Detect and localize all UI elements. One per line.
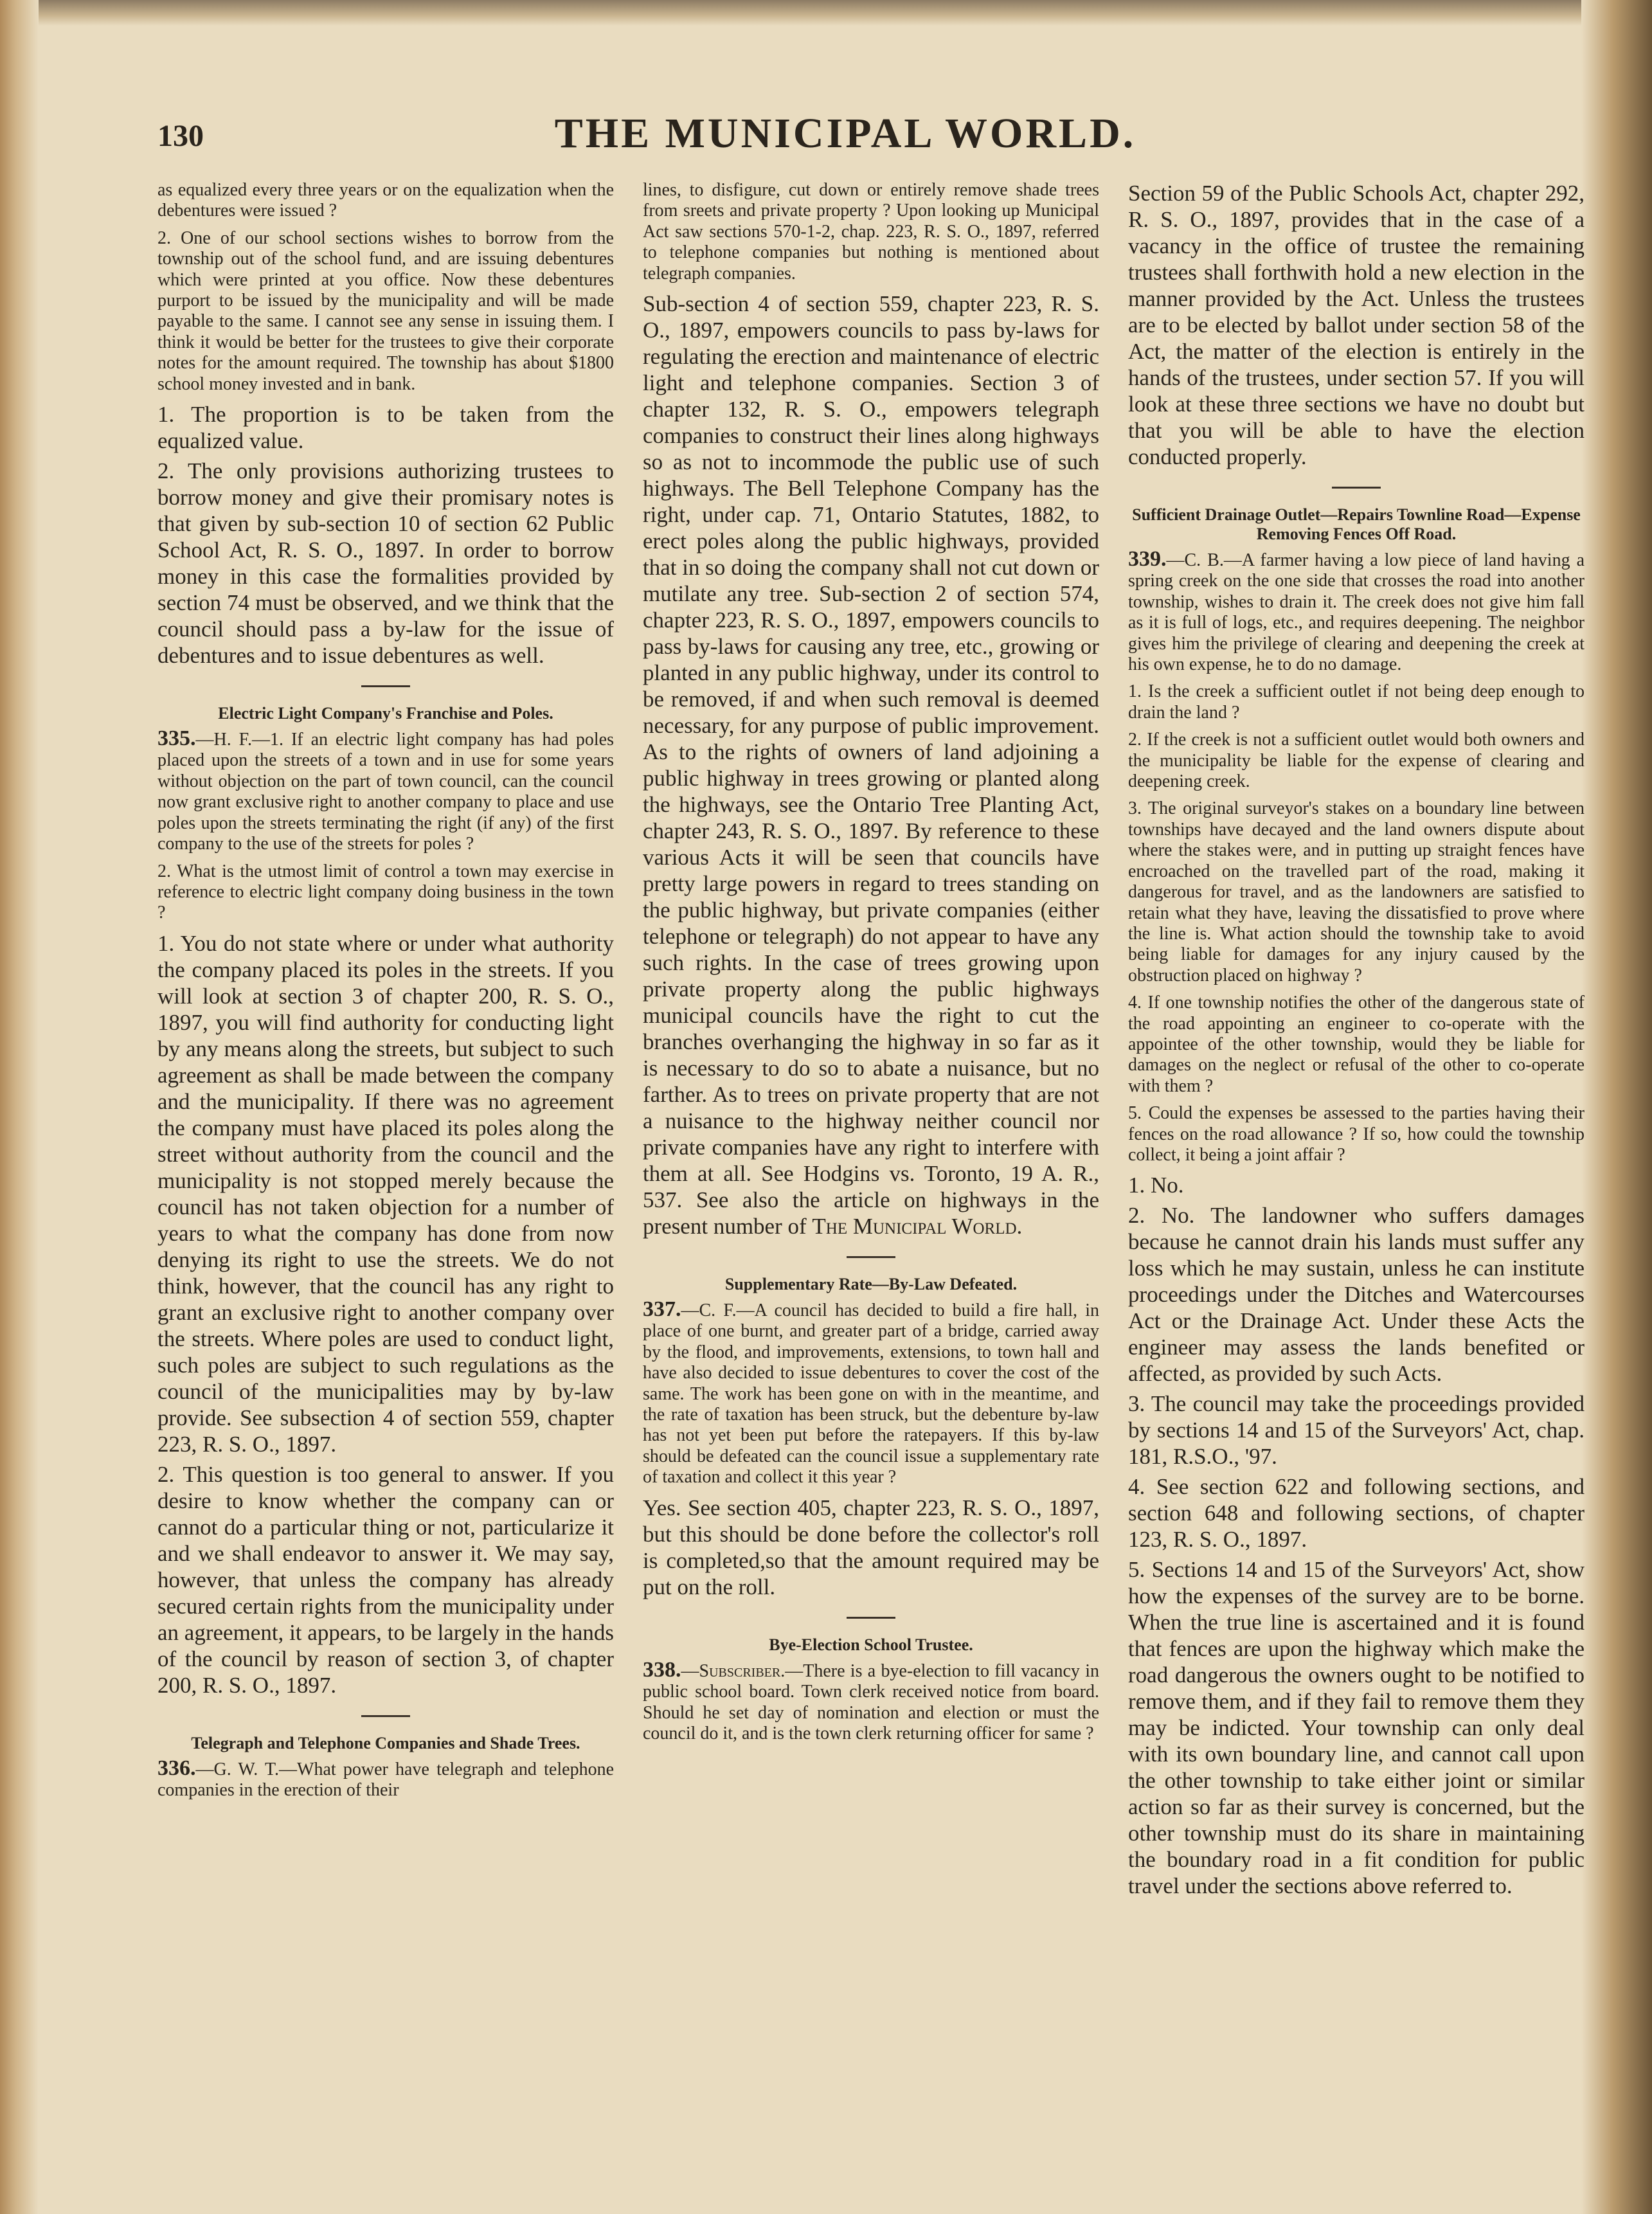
page-number: 130 [157, 119, 204, 153]
question-text [157, 1758, 614, 1801]
answer-text: Section 59 of the Public Schools Act, chapter 292, R. S. O., 1897, provides that in the case of a vacancy in the office of trustee the remaining trustees shall forthwith hold a new election in the manner provided by the Act. Unless the trustees are to be elected by ballot under section 58 of the Act, the matter of the election is entirely in the hands of the trustees, under section 57. If you will look at these three sections we have no doubt but that you will be able to have the election conducted properly. [1128, 181, 1585, 469]
column-3 [1128, 180, 1585, 2134]
answer-text: 3. The council may take the proceedings provided by sections 14 and 15 of the Surveyors' Act, chap. 181, R.S.O., '97. [1128, 1391, 1585, 1470]
column-2 [643, 180, 1099, 2134]
question-text: 2. If the creek is not a sufficient outlet would both owners and the municipality be liable for the expense of clearing and deepening creek. [1128, 730, 1585, 792]
section-heading: Telegraph and Telephone Companies and Shade Trees. [191, 1733, 580, 1752]
section-divider [847, 1256, 895, 1258]
question-body: —There is a bye-election to fill vacancy in public school board. Town clerk received notice from board. Should he set day of nomination and election or must the council do it, and is the town clerk returning officer for same ? [643, 1661, 1099, 1743]
answer-body: Sub-section 4 of section 559, chapter 223, R. S. O., 1897, empowers councils to pass by-laws for regulating the erection and maintenance of electric light and telephone companies. Section 3 of chapter 132, R. S. O., empowers telegraph companies to construct their lines along highways so as not to incommode the public use of such highways. The Bell Telephone Company has the right, under cap. 71, Ontario Statutes, 1882, to erect poles along the public highways, provided that in so doing the company shall not cut down or mutilate any tree. Sub-section 2 of section 574, chapter 223, R. S. O., 1897, empowers councils to pass by-laws for causing any tree, etc., growing or planted in any public highway, under its control to be removed, if and when such removal is deemed necessary, for any purpose of public improvement. As to the rights of owners of land adjoining a public highway in trees growing or planted along the highways, see the Ontario Tree Planting Act, chapter 243, R. S. O., 1897. By reference to these various Acts it will be seen that councils have pretty large powers in regard to trees standing on the public highway, but private companies (either telephone or telegraph) do not appear to have any such rights. In the case of trees growing upon private property along the public highways municipal councils have the right to cut the branches overhanging the highway in so far as it is necessary to do so to abate a nuisance, but no farther. As to trees on private property that are not a nuisance to the highway neither council nor private companies have any right to interfere with them at all. See Hodgins vs. Toronto, 19 A. R., 537. See also the article on highways in the present number of [643, 291, 1099, 1239]
answer-text: 2. This question is too general to answer. If you desire to know whether the company can or cannot do a particular thing or not, particularize it and we shall endeavor to answer it. We may say, however, that unless the company has already secured certain rights from the municipality under an agreement, it appears, to be largely in the hands of the council by reason of section 3, of chapter 200, R. S. O., 1897. [157, 1461, 614, 1698]
answer-text: 1. No. [1128, 1173, 1184, 1198]
answer-text [643, 291, 1099, 1239]
question-text: 2. What is the utmost limit of control a town may exercise in reference to electric light company doing business in the town ? [157, 861, 614, 923]
question-text [643, 1299, 1099, 1488]
answer-text: 2. The only provisions authorizing trustees to borrow money and give their promisary notes is that given by sub-section 10 of section 62 Public School Act, R. S. O., 1897. In order to borrow money in this case the formalities provided by section 74 must be observed, and we think that the council should pass a by-law for the issue of debentures and to issue debentures as well. [157, 458, 614, 669]
question-text [1128, 549, 1585, 675]
question-body: —C. B.—A farmer having a low piece of land having a spring creek on the one side that crosses the road into another township, wishes to drain it. The creek does not give him fall as it is full of logs, etc., and requires deepening. The neighbor gives him the privilege of clearing and deepening the creek at his own expense, he to do no damage. [1128, 550, 1585, 675]
journal-title: THE MUNICIPAL WORLD. [554, 110, 1136, 157]
answer-text: 1. The proportion is to be taken from the equalized value. [157, 402, 614, 454]
question-number: 338. [643, 1657, 681, 1682]
question-text: 5. Could the expenses be assessed to the parties having their fences on the road allowance ? If so, how could the township collect, it being a joint affair ? [1128, 1103, 1585, 1165]
section-divider [847, 1617, 895, 1619]
answer-text: 1. You do not state where or under what authority the company placed its poles in the streets. If you will look at section 3 of chapter 200, R. S. O., 1897, you will find authority for conducting light by any means along the streets, but subject to such agreement as shall be made between the company and the municipality. If there was no agreement the company must have placed its poles along the street without authority from the council and the municipality is not stopped merely because the council has not taken objection for a number of years to what the company has done from now denying its right to use the streets. We do not think, however, that the council has any right to grant an exclusive right to another company over the streets. Where poles are used to conduct light, such poles are subject to such regulations as the council of the municipalities may by by-law provide. See subsection 4 of section 559, chapter 223, R. S. O., 1897. [157, 930, 614, 1457]
column-1 [157, 180, 614, 2134]
question-body: —C. F.—A council has decided to build a fire hall, in place of one burnt, and greater part of a bridge, carried away by the flood, and improvements, extensions, to town hall and have also decided to issue debentures to cover the cost of the same. The work has been gone on with in the meantime, and the rate of taxation has been struck, but the debenture by-law has not yet been put before the ratepayers. If this by-law should be defeated can the council issue a supplementary rate of taxation and collect it this year ? [643, 1300, 1099, 1488]
answer-text: Yes. See section 405, chapter 223, R. S. O., 1897, but this should be done before the collector's roll is completed,so that the amount required may be put on the roll. [643, 1495, 1099, 1599]
answer-text: 5. Sections 14 and 15 of the Surveyors' Act, show how the expenses of the survey are to be borne. When the true line is ascertained and it is found that fences are upon the highway which make the road dangerous the owners ought to be notified to remove them, and if they fail to remove them they may be indicted. Your township can only deal with its own boundary line, and cannot call upon the other township to take either joint or similar action so far as their survey is concerned, but the other township must do its share in maintaining the boundary road in a fit condition for public travel under the sections above referred to. [1128, 1557, 1585, 1899]
book-gutter [1581, 0, 1652, 2214]
answer-text: 2. No. The landowner who suffers damages because he cannot drain his lands must suffer any loss which he may sustain, unless he can institute proceedings under the Ditches and Watercourses Act or the Drainage Act. Under these Acts the engineer may assess the lands benefited or affected, as provided by such Acts. [1128, 1203, 1585, 1387]
question-text: 4. If one township notifies the other of the dangerous state of the road appointing an engineer to co-operate with the appointee of the other township, would they be liable for damages on the neglect or refusal of the other to co-operate with them ? [1128, 993, 1585, 1096]
section-divider [361, 1715, 410, 1717]
question-text: 1. Is the creek a sufficient outlet if not being deep enough to drain the land ? [1128, 681, 1585, 723]
answer-text: 4. See section 622 and following sections, and section 648 and following sections, of chapter 123, R. S. O., 1897. [1128, 1474, 1585, 1553]
section-heading: Bye-Election School Trustee. [769, 1635, 973, 1654]
running-header [157, 109, 1533, 167]
question-text: as equalized every three years or on the equalization when the debentures were issued ? [157, 180, 614, 221]
page-left-edge [0, 0, 39, 2214]
section-divider [1332, 487, 1381, 489]
question-body: —H. F.—1. If an electric light company has had poles placed upon the streets of a town and in use for some years without objection on the part of town council, can the council now grant exclusive right to another company to place and use poles upon the streets terminating the right (if any) of the first company to the use of the streets for poles ? [157, 730, 614, 854]
section-heading: Electric Light Company's Franchise and Poles. [218, 704, 553, 723]
page-top-shadow [0, 0, 1652, 26]
section-heading: Sufficient Drainage Outlet—Repairs Townline Road—Expense Removing Fences Off Road. [1132, 505, 1581, 543]
question-number: 335. [157, 726, 196, 751]
question-number: 337. [643, 1297, 681, 1322]
question-text [643, 1657, 1099, 1745]
question-number: 339. [1128, 547, 1167, 571]
question-number: 336. [157, 1756, 196, 1780]
question-text: 3. The original surveyor's stakes on a boundary line between townships have decayed and the land owners dispute about where the stakes were, and in putting up straight fences have encroached on the travelled part of the road, making it dangerous for travel, and as the landowners are satisfied to retain what they have, leaving the dissatisfied to prove where the line is. What action should the township take to avoid being liable for damages for any injury caused by the obstruction placed on highway ? [1128, 798, 1585, 986]
question-text: 2. One of our school sections wishes to borrow from the township out of the school fund, and are issuing debentures which were printed at you office. Now these debentures purport to be issued by the municipality and will be made payable to the same. I cannot see any sense in issuing them. I think it would be better for the trustees to give their corporate notes for the amount required. The township has about $1800 school money invested and in bank. [157, 228, 614, 394]
question-text: lines, to disfigure, cut down or entirely remove shade trees from sreets and private property ? Upon looking up Municipal Act saw sections 570-1-2, chap. 223, R. S. O., 1897, referred to telephone companies but nothing is mentioned about telegraph companies. [643, 180, 1099, 284]
question-body: —G. W. T.—What power have telegraph and telephone companies in the erection of their [157, 1759, 614, 1801]
correspondent-name: —Subscriber. [681, 1661, 786, 1681]
publication-name: The Municipal World. [812, 1214, 1023, 1239]
section-divider [361, 685, 410, 687]
question-text [157, 728, 614, 854]
section-heading: Supplementary Rate—By-Law Defeated. [724, 1275, 1018, 1294]
